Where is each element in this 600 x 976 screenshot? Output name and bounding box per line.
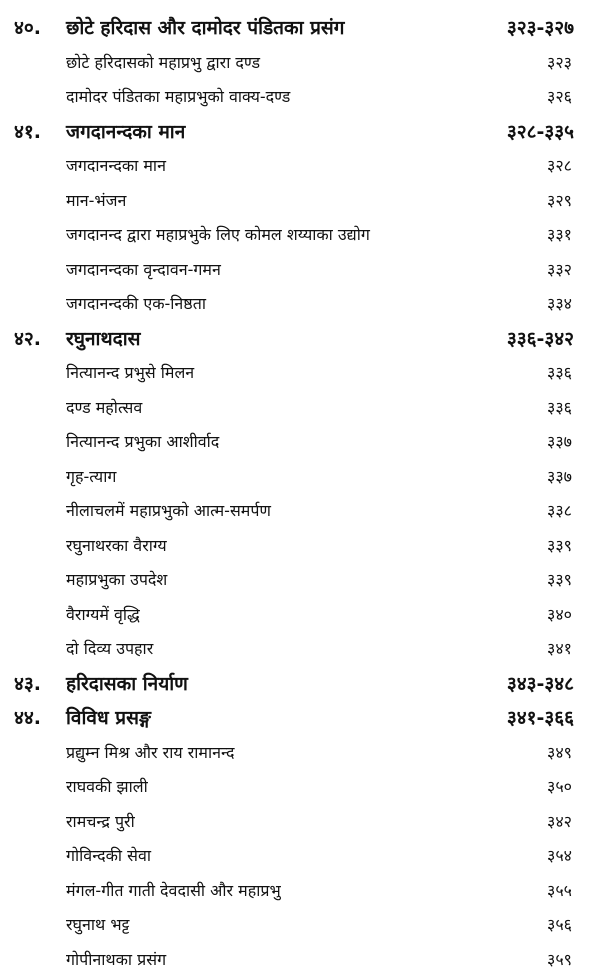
toc-entry: [0, 528, 600, 562]
toc-entry: [0, 183, 600, 217]
entry-page-number: ३५५: [547, 880, 572, 900]
entry-page-number: ३३७: [547, 466, 572, 486]
entry-title: गोपीनाथका प्रसंग: [66, 949, 167, 969]
entry-title: मंगल-गीत गाती देवदासी और महाप्रभु: [66, 880, 281, 900]
toc-entry: [0, 907, 600, 941]
entry-page-number: ३२६: [547, 87, 572, 106]
toc-entry: [0, 804, 600, 838]
toc-entry: [0, 631, 600, 665]
toc-entry: [0, 79, 600, 113]
toc-entry: [0, 493, 600, 527]
entry-page-number: ३४१: [547, 639, 572, 658]
toc-entry: [0, 252, 600, 286]
entry-title: गृह-त्याग: [66, 466, 117, 486]
toc-entry: [0, 286, 600, 320]
entry-title: जगदानन्दकी एक-निष्ठता: [66, 294, 206, 313]
entry-page-number: ३३७: [547, 432, 572, 451]
toc-entry: [0, 873, 600, 907]
entry-page-number: ३३८: [547, 501, 572, 520]
entry-title: नित्यानन्द प्रभुका आशीर्वाद: [66, 432, 220, 451]
chapter-heading: [0, 10, 600, 44]
chapter-number: ४२.: [14, 327, 41, 350]
entry-title: जगदानन्दका वृन्दावन-गमन: [66, 259, 221, 279]
chapter-page-range: ३३६-३४२: [506, 327, 574, 350]
entry-page-number: ३४०: [547, 604, 572, 624]
chapter-heading: [0, 321, 600, 355]
toc-entry: [0, 217, 600, 251]
entry-title: नीलाचलमें महाप्रभुको आत्म-समर्पण: [66, 501, 271, 520]
entry-page-number: ३४२: [547, 811, 572, 831]
entry-title: वैराग्यमें वृद्धि: [66, 604, 140, 624]
entry-page-number: ३३९: [547, 535, 572, 555]
entry-title: नित्यानन्द प्रभुसे मिलन: [66, 363, 195, 382]
chapter-heading: [0, 666, 600, 700]
entry-title: दो दिव्य उपहार: [66, 639, 154, 658]
entry-title: रघुनाथरका वैराग्य: [66, 535, 167, 555]
entry-page-number: ३२३: [547, 52, 572, 72]
chapter-title: रघुनाथदास: [66, 327, 141, 350]
chapter-number: ४०.: [14, 17, 41, 39]
entry-title: मान-भंजन: [66, 190, 127, 210]
entry-page-number: ३४९: [547, 742, 572, 762]
toc-entry: [0, 424, 600, 458]
toc-entry: [0, 45, 600, 79]
toc-entry: [0, 597, 600, 631]
entry-page-number: ३३६: [547, 397, 572, 417]
chapter-title: जगदानन्दका मान: [66, 120, 186, 143]
entry-page-number: ३५४: [547, 846, 572, 865]
entry-page-number: ३३९: [547, 570, 572, 589]
entry-title: गोविन्दकी सेवा: [66, 846, 152, 865]
toc-entry: [0, 390, 600, 424]
toc-entry: [0, 769, 600, 803]
chapter-heading: [0, 114, 600, 148]
toc-entry: [0, 355, 600, 389]
entry-title: जगदानन्द द्वारा महाप्रभुके लिए कोमल शय्याका उद्योग: [66, 225, 370, 244]
toc-entry: [0, 459, 600, 493]
toc-entry: [0, 838, 600, 872]
chapter-page-range: ३४१-३६६: [506, 707, 574, 729]
entry-title: दामोदर पंडितका महाप्रभुको वाक्य-दण्ड: [66, 87, 291, 106]
chapter-title: विविध प्रसङ्ग: [66, 707, 151, 729]
entry-page-number: ३५९: [547, 949, 572, 969]
entry-page-number: ३३४: [547, 294, 572, 313]
entry-page-number: ३५६: [547, 915, 572, 934]
entry-title: जगदानन्दका मान: [66, 156, 166, 175]
chapter-number: ४४.: [14, 707, 41, 729]
entry-title: राघवकी झाली: [66, 777, 148, 796]
entry-page-number: ३३१: [547, 225, 572, 244]
entry-title: रघुनाथ भट्ट: [66, 915, 130, 934]
entry-title: प्रद्युम्न मिश्र और राय रामानन्द: [66, 742, 235, 762]
toc-entry: [0, 562, 600, 596]
entry-page-number: ३२८: [547, 156, 572, 175]
chapter-number: ४३.: [14, 672, 41, 695]
entry-page-number: ३३६: [547, 363, 572, 382]
toc-entry: [0, 942, 600, 976]
entry-page-number: ३३२: [547, 259, 572, 279]
entry-title: रामचन्द्र पुरी: [66, 811, 135, 831]
chapter-page-range: ३२३-३२७: [506, 17, 574, 39]
entry-title: छोटे हरिदासको महाप्रभु द्वारा दण्ड: [66, 52, 261, 72]
toc-entry: [0, 735, 600, 769]
entry-page-number: ३५०: [547, 777, 572, 796]
entry-page-number: ३२९: [547, 190, 572, 210]
chapter-page-range: ३२८-३३५: [506, 120, 574, 143]
chapter-number: ४१.: [14, 120, 41, 143]
chapter-heading: [0, 700, 600, 734]
chapter-title: छोटे हरिदास और दामोदर पंडितका प्रसंग: [66, 17, 345, 39]
entry-title: महाप्रभुका उपदेश: [66, 570, 168, 589]
chapter-title: हरिदासका निर्याण: [66, 672, 188, 695]
entry-title: दण्ड महोत्सव: [66, 397, 143, 417]
chapter-page-range: ३४३-३४८: [506, 672, 574, 695]
toc-entry: [0, 148, 600, 182]
